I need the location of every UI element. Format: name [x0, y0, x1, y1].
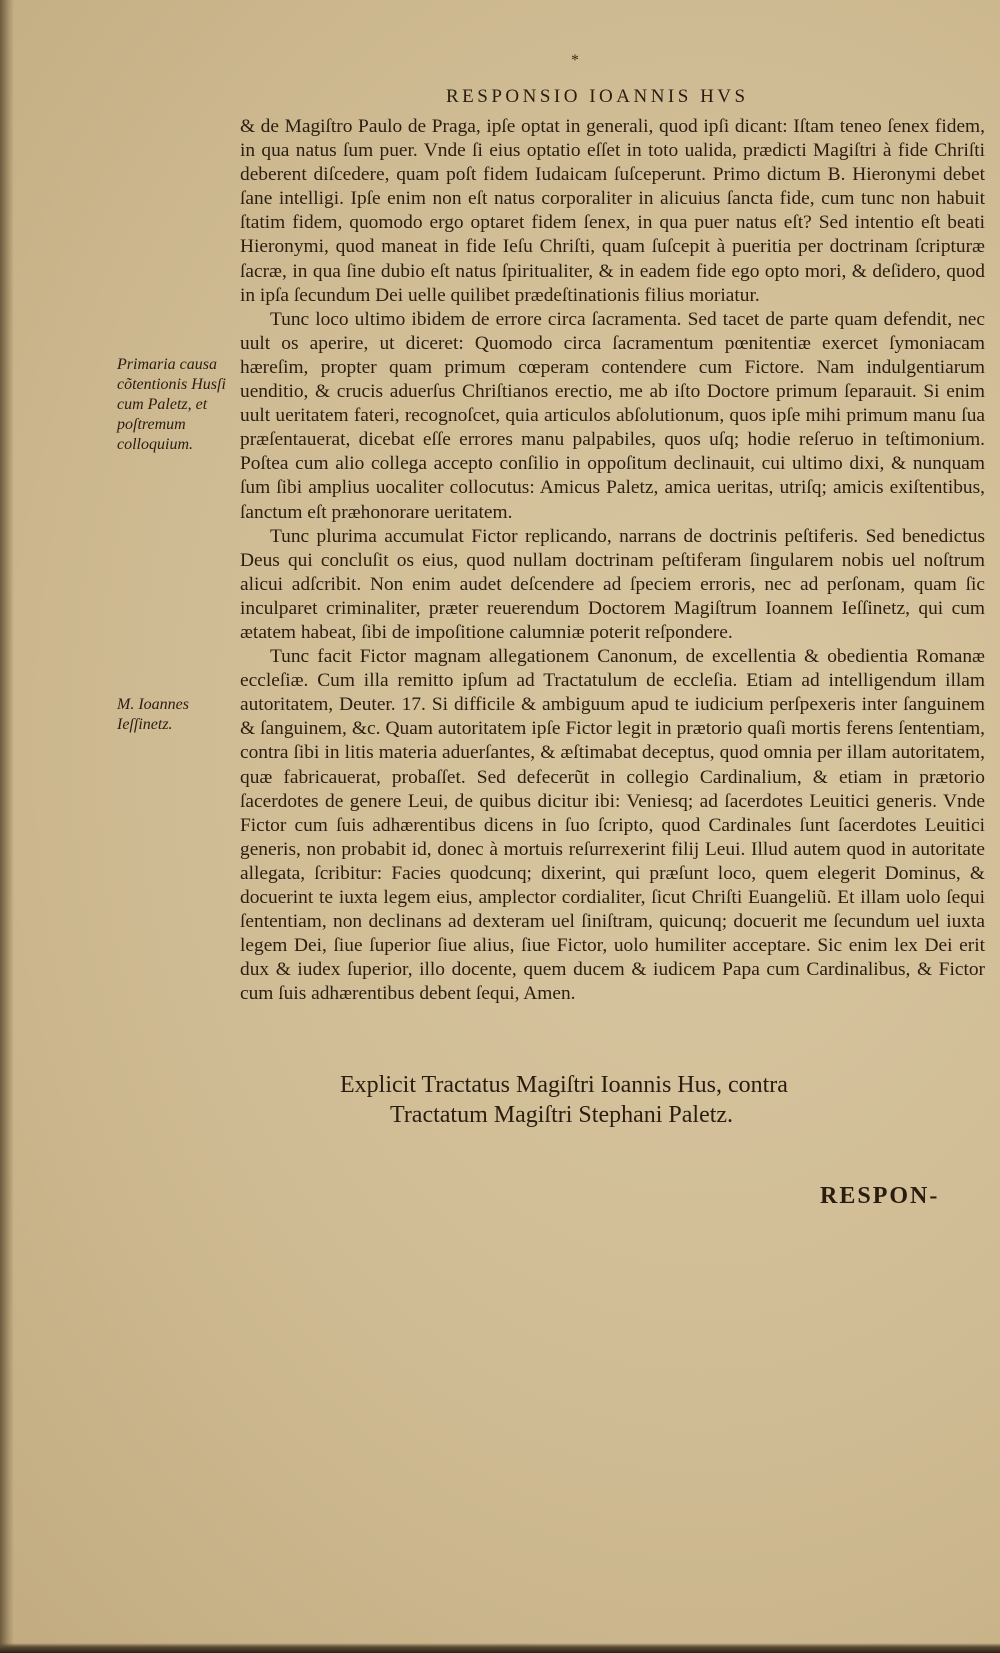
explicit-colophon: [340, 1070, 980, 1130]
explicit-line-2: Tractatum Magiſtri Stephani Paletz.: [390, 1102, 734, 1128]
paragraph-3: Tunc plurima accumulat Fictor replicando, narrans de doctrinis peſtiferis. Sed benedictus Deus qui concluſit os eius, quod nullam doctrinam peſtiferam ſingularem nobis uel noſtrum alicui adſcribit. Non enim audet deſcendere ad ſpeciem erroris, nec ad perſonam, quam ſic inculparet criminaliter, præter reuerendum Doctorem Magiſtrum Ioannem Ieſſinetz, qui cum ætatem habeat, ſibi de impoſitione calumniæ poterit reſpondere.: [240, 525, 985, 643]
explicit-line-1: Explicit Tractatus Magiſtri Ioannis Hus, contra: [340, 1072, 788, 1098]
paragraph-2: Tunc loco ultimo ibidem de errore circa ſacramenta. Sed tacet de parte quam defendit, nec uult os aperire, ut diceret: Quomodo circa ſacramentum pœnitentiæ exercet ſymoniacam hæreſim, propter quam primum cœperam contendere cum Fictore. Nam indulgentiarum uenditio, & crucis aduerſus Chriſtianos erectio, me ab iſto Doctore primum ſeparauit. Si enim uult ueritatem fateri, recognoſcet, quia articulos abſolutionum, quos ipſe mihi primum manu ſua præſentauerat, dicebat eſſe errores manu palpabiles, quos uſq; hodie reſeruo in teſtimonium. Poſtea cum alio collega accepto conſilio in oppoſitum declinauit, cui ultimo dixi, & nunquam ſum ſibi amplius uocaliter collocutus: Amicus Paletz, amica ueritas, utriſq; amicis exiſtentibus, ſanctum eſt præhonorare ueritatem.: [240, 308, 985, 523]
margin-note-primary-cause: [117, 355, 245, 455]
margin-note-jessinetz: [117, 695, 245, 735]
catchword: RESPON-: [820, 1183, 940, 1209]
paragraph-4: Tunc facit Fictor magnam allegationem Canonum, de excellentia & obedientia Romanæ eccleſiæ. Cum illa remitto ipſum ad Tractatulum de eccleſia. Etiam ad intelligendum illam autoritatem, Deuter. 17. Si difficile & ambiguum apud te iudicium perſpexeris inter ſanguinem & ſanguinem, &c. Quam autoritatem ipſe Fictor legit in prætorio quaſi mortis ferens ſententiam, contra ſibi in litis materia aduerſantes, & æſtimabat deceptus, quod omnia per illam autoritatem, quæ fabricauerat, probaſſet. Sed defecerũt in collegio Cardinalium, & etiam in prætorio ſacerdotes de genere Leui, de quibus dicitur ibi: Veniesq; ad ſacerdotes Leuitici generis. Vnde Fictor cum ſuis adhærentibus dicens in ſuo ſcripto, quod Cardinales ſunt ſacerdotes Leuitici generis, non probabit id, donec à mortuis reſurrexerint filij Leui. Illud autem quod in autoritate allegata, ſcribitur: Facies quodcunq; dixerint, qui præſunt loco, quem elegerit Dominus, & docuerint te iuxta legem eius, amplector cordialiter, ſicut Chriſti Euangeliũ. Et illam uolo ſequi ſententiam, non declinans ad dexteram uel ſiniſtram, quicunq; docuerit me ſecundum uel iuxta legem Dei, ſiue ſuperior ſiue alius, ſiue Fictor, uolo humiliter acceptare. Sic enim lex Dei erit dux & iudex ſuperior, illo docente, quem ducem & iudicem Papa cum Cardinalibus, & Fictor cum ſuis adhærentibus debent ſequi, Amen.: [240, 646, 985, 1005]
folio-mark: *: [571, 52, 579, 69]
running-head: RESPONSIO IOANNIS HVS: [446, 86, 749, 107]
paragraph-1: & de Magiſtro Paulo de Praga, ipſe optat in generali, quod ipſi dicant: Iſtam teneo ſenex fidem, in qua natus ſum puer. Vnde ſi eius optatio eſſet in toto ualida, prædicti Magiſtri à fide Chriſti deberent diſcedere, quam poſt fidem Iudaicam ſuſceperunt. Primo dictum B. Hieronymi debet ſane intelligi. Ipſe enim non eſt natus corporaliter in alicuius ſancta fide, cum tunc non habuit ſtatim fidem, quomodo ergo optaret fidem ſenex, in qua puer natus eſt? Sed intentio eſt beati Hieronymi, quod maneat in fide Ieſu Chriſti, quam ſuſcepit à pueritia per doctrinam ſcripturæ ſacræ, in qua ſine dubio eſt natus ſpiritualiter, & in eadem fide ego opto mori, & deſidero, quod in ipſa ſecundum Dei uelle quilibet prædeſtinationis filius moriatur.: [240, 116, 985, 306]
main-text-block: [240, 115, 985, 1006]
page-gutter-shadow: [0, 0, 14, 1653]
margin-note-text: Primaria causa cõtentionis Husſi cum Paletz, et poſtremum colloquium.: [117, 356, 226, 453]
page-bottom-edge: [0, 1643, 1000, 1653]
margin-note-text: M. Ioannes Ieſſinetz.: [117, 696, 189, 733]
